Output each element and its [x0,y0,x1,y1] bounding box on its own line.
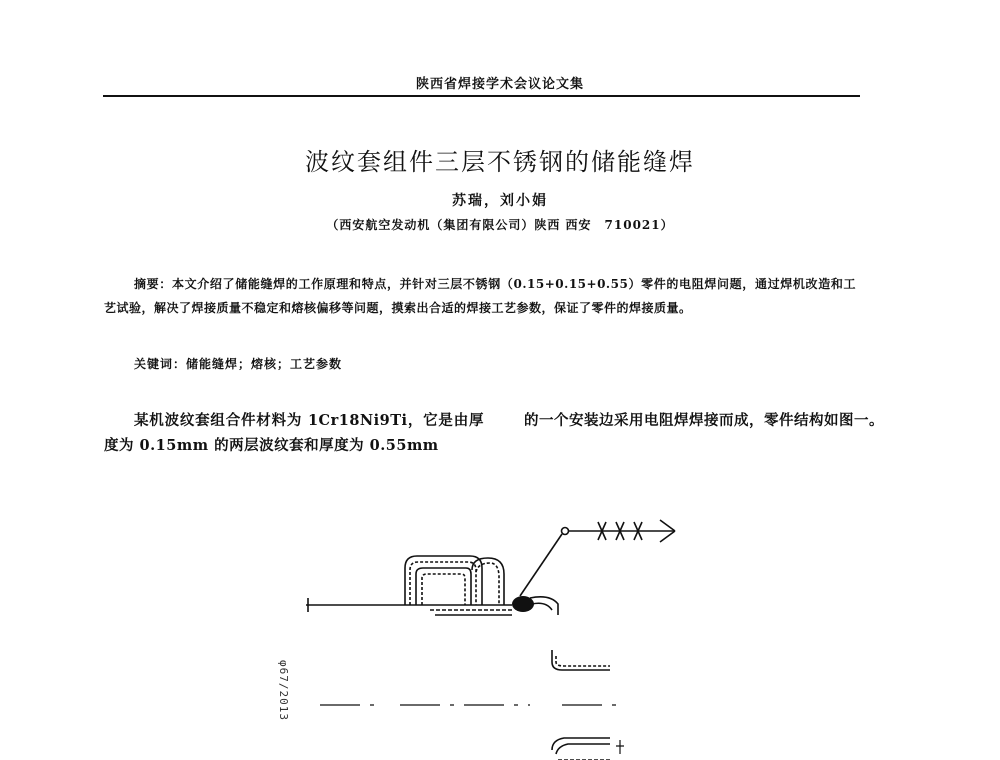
paper-title: 波纹套组件三层不锈钢的储能缝焊 [305,148,695,176]
figure-leader-line [520,534,562,596]
figure-flange [530,597,558,615]
paper-affiliation: （西安航空发动机（集团有限公司）陕西 西安 710021） [326,218,674,232]
figure-margin-note: φ67/2013 [277,660,290,721]
body-column-right: 的一个安装边采用电阻焊焊接而成，零件结构如图一。 [524,412,884,429]
body-column-left: 某机波纹套组合件材料为 1Cr18Ni9Ti，它是由厚度为 0.15mm 的两层波纹套和厚度为 0.55mm [104,412,484,454]
keywords-line: 关键词：储能缝焊；熔核；工艺参数 [134,357,343,371]
abstract-paragraph: 摘要：本文介绍了储能缝焊的工作原理和特点，并针对三层不锈钢（0.15+0.15+0.55）零件的电阻焊问题，通过焊机改造和工艺试验，解决了焊接质量不稳定和熔核偏移等问题，摸索出合适的焊接工艺参数，保证了零件的焊接质量。 [104,277,856,315]
journal-header-title: 陕西省焊接学术会议论文集 [415,77,584,92]
header-rule [103,95,860,97]
figure-lower-bracket [552,650,610,670]
paper-authors: 苏瑞，刘小娟 [452,193,548,209]
figure-bellows-cross-section [280,500,700,760]
figure-weld-nugget [512,596,534,612]
